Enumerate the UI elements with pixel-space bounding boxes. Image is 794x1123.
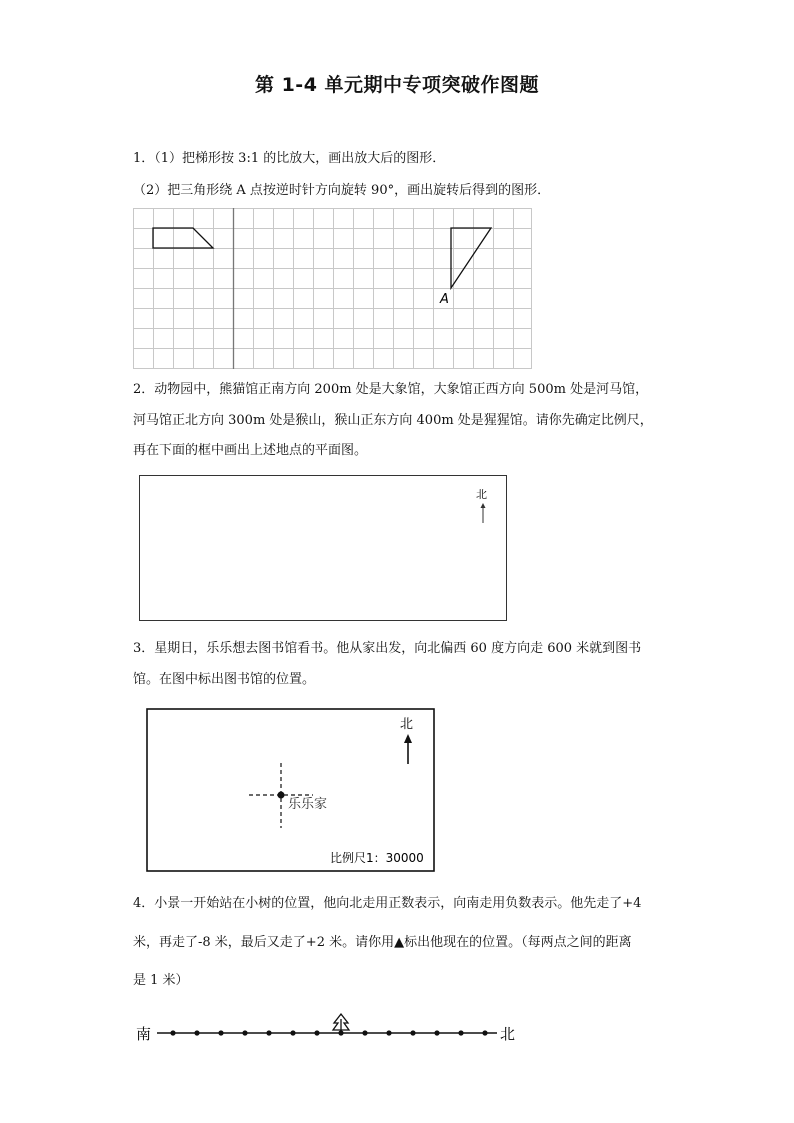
q3-map-box[interactable] [146,708,436,873]
home-label: 乐乐家 [288,797,328,812]
q2-north-arrow [470,485,496,527]
home-point [278,792,285,799]
grid-lines [133,208,532,369]
trapezoid [153,228,213,248]
q4-text-line3: 是 1 米） [133,973,189,988]
tree-icon [333,1014,349,1033]
scale-label: 比例尺1：30000 [330,851,424,865]
south-label: 南 [136,1025,152,1043]
north-label: 北 [476,488,487,501]
q3-text-line1: 3．星期日，乐乐想去图书馆看书。他从家出发，向北偏西 60 度方向走 600 米就到图书 [133,641,642,656]
page-title: 第 1-4 单元期中专项突破作图题 [254,74,540,96]
arrow-up-icon [481,503,486,508]
triangle [451,228,491,288]
north-label: 北 [400,717,414,732]
q4-text-line1: 4．小景一开始站在小树的位置，他向北走用正数表示，向南走用负数表示。他先走了+4 [133,896,642,911]
q1-grid-figure [133,208,533,370]
q2-text-line1: 2．动物园中，熊猫馆正南方向 200m 处是大象馆，大象馆正西方向 500m 处是河马馆， [133,382,649,397]
q1-text-line1: 1．（1）把梯形按 3:1 的比放大，画出放大后的图形． [133,151,446,166]
q3-text-line2: 馆。在图中标出图书馆的位置。 [133,672,316,687]
point-a-label: A [440,292,449,307]
q4-number-line [133,1010,523,1050]
north-label: 北 [500,1025,516,1043]
q1-text-line2: （2）把三角形绕 A 点按逆时针方向旋转 90°，画出旋转后得到的图形． [133,183,551,198]
q4-text-line2: 米，再走了-8 米，最后又走了+2 米。请你用▲标出他现在的位置。（每两点之间的距离 [133,935,632,950]
q2-drawing-box[interactable] [139,475,507,621]
q2-text-line2: 河马馆正北方向 300m 处是猴山，猴山正东方向 400m 处是猩猩馆。请你先确定比例尺， [133,413,653,428]
q2-text-line3: 再在下面的框中画出上述地点的平面图。 [133,443,368,458]
arrow-up-icon [404,734,412,743]
